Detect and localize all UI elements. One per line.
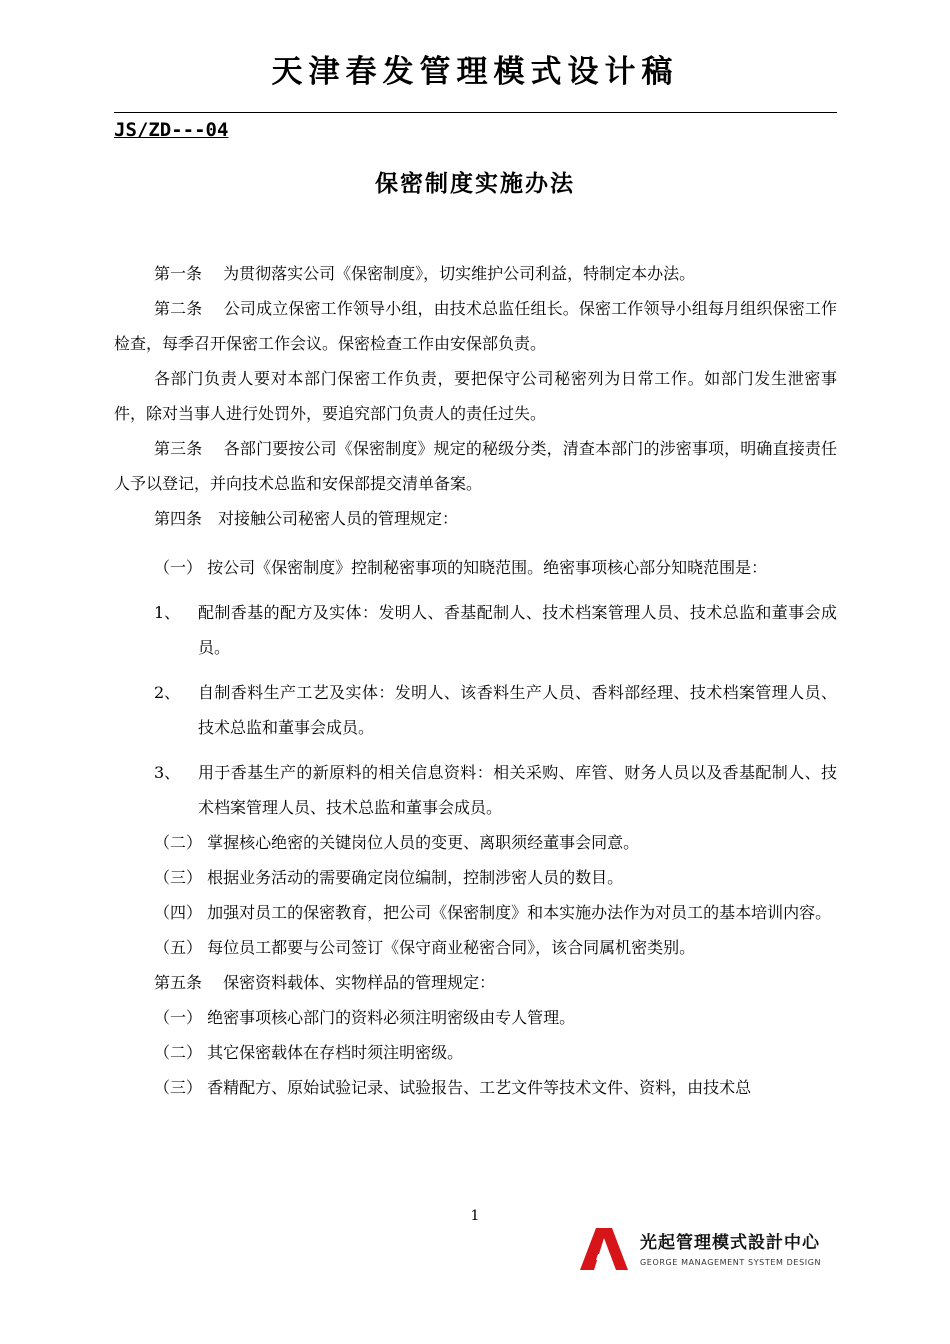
header-title: 天津春发管理模式设计稿 <box>271 54 679 90</box>
list-item-text: 配制香基的配方及实体：发明人、香基配制人、技术档案管理人员、技术总监和董事会成员。 <box>198 603 837 657</box>
article-5-clause-2: （二） 其它保密载体在存档时须注明密级。 <box>154 1043 464 1062</box>
article-3: 第三条 各部门要按公司《保密制度》规定的秘级分类，清查本部门的涉密事项，明确直接责任人予以登记，并向技术总监和安保部提交清单备案。 <box>114 439 837 493</box>
article-2-paragraph: 各部门负责人要对本部门保密工作负责，要把保守公司秘密列为日常工作。如部门发生泄密事件，除对当事人进行处罚外，要追究部门负责人的责任过失。 <box>114 369 837 423</box>
header-divider <box>114 112 837 113</box>
article-5-clause-1: （一） 绝密事项核心部门的资料必须注明密级由专人管理。 <box>154 1008 576 1027</box>
article-4-clause-1: （一） 按公司《保密制度》控制秘密事项的知晓范围。绝密事项核心部分知晓范围是： <box>154 558 768 577</box>
list-item-number: 2、 <box>154 683 181 702</box>
list-item <box>114 675 837 745</box>
article-2: 第二条 公司成立保密工作领导小组，由技术总监任组长。保密工作领导小组每月组织保密工作检查，每季召开保密工作会议。保密检查工作由安保部负责。 <box>114 299 837 353</box>
logo-a-icon <box>578 1228 630 1270</box>
logo-english-name: GEORGE MANAGEMENT SYSTEM DESIGN <box>640 1258 822 1267</box>
article-4-clause-3: （三） 根据业务活动的需要确定岗位编制，控制涉密人员的数目。 <box>154 868 624 887</box>
article-4: 第四条 对接触公司秘密人员的管理规定： <box>154 509 459 528</box>
article-4-clause-4: （四） 加强对员工的保密教育，把公司《保密制度》和本实施办法作为对员工的基本培训内容。 <box>154 903 832 922</box>
article-5-clause-3: （三） 香精配方、原始试验记录、试验报告、工艺文件等技术文件、资料，由技术总 <box>154 1078 752 1097</box>
list-item-number: 1、 <box>154 603 181 622</box>
logo-chinese-name: 光起管理模式設計中心 <box>640 1233 820 1253</box>
list-item-text: 用于香基生产的新原料的相关信息资料：相关采购、库管、财务人员以及香基配制人、技术档案管理人员、技术总监和董事会成员。 <box>198 763 837 817</box>
article-5: 第五条 保密资料载体、实物样品的管理规定： <box>154 973 496 992</box>
article-1: 第一条 为贯彻落实公司《保密制度》，切实维护公司利益，特制定本办法。 <box>154 264 696 283</box>
article-4-clause-2: （二） 掌握核心绝密的关键岗位人员的变更、离职须经董事会同意。 <box>154 833 640 852</box>
document-body <box>114 256 837 1105</box>
list-item-number: 3、 <box>154 763 181 782</box>
list-item-text: 自制香料生产工艺及实体：发明人、该香料生产人员、香料部经理、技术档案管理人员、技术总监和董事会成员。 <box>198 683 837 737</box>
document-title: 保密制度实施办法 <box>375 171 575 197</box>
list-item <box>114 755 837 825</box>
document-code: JS/ZD---04 <box>114 119 229 141</box>
list-item <box>114 595 837 665</box>
page-number: 1 <box>470 1208 480 1224</box>
article-4-clause-5: （五） 每位员工都要与公司签订《保守商业秘密合同》，该合同属机密类别。 <box>154 938 696 957</box>
footer-logo <box>578 1228 840 1274</box>
